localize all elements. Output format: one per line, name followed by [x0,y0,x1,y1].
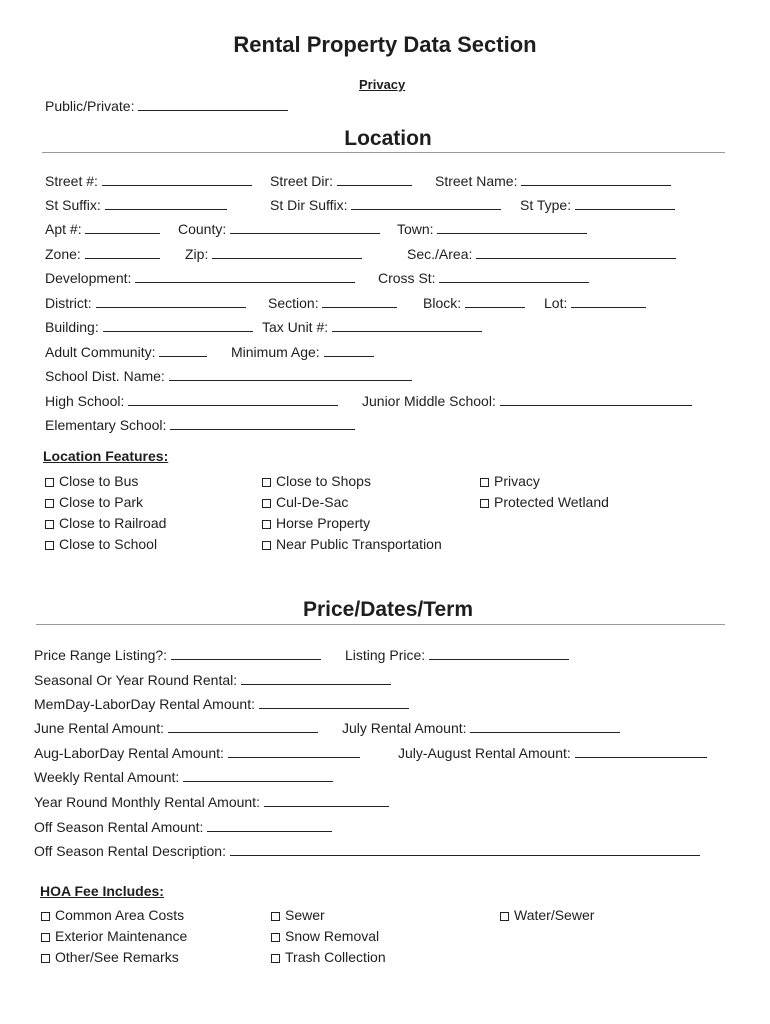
building-field [45,318,253,336]
town-field [397,220,587,238]
checkbox-common-area-costs[interactable]: Common Area Costs [41,906,184,924]
field-label: Town: [397,221,434,237]
listing-price-blank[interactable] [429,646,569,660]
zip-blank[interactable] [212,245,362,259]
checkbox-water-sewer[interactable]: Water/Sewer [500,906,594,924]
district-blank[interactable] [96,294,246,308]
sec-area-field [407,245,676,263]
field-label: District: [45,295,92,311]
price-range-blank[interactable] [171,646,321,660]
checkbox-trash-collection[interactable]: Trash Collection [271,948,386,966]
field-label: Street Name: [435,173,518,189]
street-name-blank[interactable] [521,172,671,186]
june-field [34,719,318,737]
adult-community-field [45,343,207,361]
zone-field [45,245,160,263]
page-title: Rental Property Data Section [233,32,537,57]
county-blank[interactable] [230,220,380,234]
year-round-monthly-blank[interactable] [264,793,389,807]
field-label: Price Range Listing?: [34,647,168,663]
st-type-field [520,196,675,214]
field-label: County: [178,221,227,237]
zip-field [185,245,362,263]
street-dir-blank[interactable] [337,172,412,186]
elementary-blank[interactable] [170,416,355,430]
field-label: Zone: [45,246,81,262]
district-field [45,294,246,312]
field-label: Year Round Monthly Rental Amount: [34,794,260,810]
location-heading: Location [344,127,432,150]
field-label: Elementary School: [45,417,167,433]
tax-unit-blank[interactable] [332,318,482,332]
field-label: Seasonal Or Year Round Rental: [34,672,238,688]
apt-field [45,220,160,238]
lot-blank[interactable] [571,294,646,308]
st-type-blank[interactable] [575,196,675,210]
checkbox-exterior-maintenance[interactable]: Exterior Maintenance [41,927,187,945]
checkbox-icon [45,541,54,550]
field-label: Junior Middle School: [362,393,496,409]
cross-st-blank[interactable] [439,269,589,283]
lot-field [544,294,646,312]
cross-st-field [378,269,589,287]
school-dist-field [45,367,412,385]
zone-blank[interactable] [85,245,160,259]
field-label: Off Season Rental Amount: [34,819,204,835]
field-label: Listing Price: [345,647,426,663]
checkbox-protected-wetland[interactable]: Protected Wetland [480,493,609,511]
checkbox-icon [262,541,271,550]
checkbox-icon [45,478,54,487]
checkbox-icon [262,520,271,529]
checkbox-icon [271,933,280,942]
memday-blank[interactable] [259,695,409,709]
field-label: High School: [45,393,125,409]
field-label: Street Dir: [270,173,334,189]
checkbox-close-to-railroad[interactable]: Close to Railroad [45,514,166,532]
block-blank[interactable] [465,294,525,308]
location-features-heading: Location Features: [43,448,169,464]
listing-price-field [345,646,569,664]
field-label: July-August Rental Amount: [398,745,571,761]
tax-unit-field [262,318,482,336]
checkbox-close-to-shops[interactable]: Close to Shops [262,472,371,490]
checkbox-icon [262,499,271,508]
field-label: Zip: [185,246,209,262]
st-dir-suffix-field [270,196,501,214]
checkbox-cul-de-sac[interactable]: Cul-De-Sac [262,493,348,511]
public-private-blank[interactable] [138,97,288,111]
privacy-heading: Privacy [359,77,406,92]
checkbox-close-to-bus[interactable]: Close to Bus [45,472,138,490]
weekly-blank[interactable] [183,768,333,782]
checkbox-icon [480,499,489,508]
checkbox-icon [271,954,280,963]
checkbox-icon [41,933,50,942]
st-suffix-blank[interactable] [105,196,227,210]
county-field [178,220,380,238]
field-label: June Rental Amount: [34,720,164,736]
checkbox-near-public-transportation[interactable]: Near Public Transportation [262,535,442,553]
checkbox-privacy[interactable]: Privacy [480,472,540,490]
aug-field [34,744,360,762]
section-blank[interactable] [322,294,397,308]
field-label: Tax Unit #: [262,319,329,335]
field-label: Block: [423,295,462,311]
hoa-heading: HOA Fee Includes: [40,883,164,899]
high-school-field [45,392,338,410]
june-blank[interactable] [168,719,318,733]
field-label: Section: [268,295,319,311]
field-label: Apt #: [45,221,82,237]
checkbox-close-to-park[interactable]: Close to Park [45,493,143,511]
checkbox-icon [41,912,50,921]
apt-blank[interactable] [85,220,160,234]
field-label: Weekly Rental Amount: [34,769,180,785]
field-label: MemDay-LaborDay Rental Amount: [34,696,255,712]
checkbox-horse-property[interactable]: Horse Property [262,514,370,532]
section-field [268,294,397,312]
minimum-age-field [231,343,374,361]
july-blank[interactable] [470,719,620,733]
aug-blank[interactable] [228,744,360,758]
st-suffix-field [45,196,227,214]
field-label: Building: [45,319,99,335]
field-label: Cross St: [378,270,436,286]
field-label: Off Season Rental Description: [34,843,226,859]
off-season-desc-field [34,842,700,860]
year-round-monthly-field [34,793,389,811]
school-dist-blank[interactable] [169,367,412,381]
weekly-field [34,768,333,786]
checkbox-sewer[interactable]: Sewer [271,906,325,924]
checkbox-other-see-remarks[interactable]: Other/See Remarks [41,948,179,966]
field-label: St Suffix: [45,197,101,213]
junior-middle-field [362,392,692,410]
field-label: Street #: [45,173,98,189]
checkbox-icon [262,478,271,487]
adult-community-blank[interactable] [159,343,207,357]
seasonal-blank[interactable] [241,671,391,685]
field-label: St Dir Suffix: [270,197,348,213]
street-num-blank[interactable] [102,172,252,186]
minimum-age-blank[interactable] [324,343,374,357]
july-aug-field [398,744,707,762]
memday-field [34,695,409,713]
field-label: Aug-LaborDay Rental Amount: [34,745,224,761]
checkbox-close-to-school[interactable]: Close to School [45,535,157,553]
field-label: July Rental Amount: [342,720,467,736]
development-field [45,269,355,287]
field-label: Minimum Age: [231,344,320,360]
price-rule [36,624,725,625]
field-label: School Dist. Name: [45,368,165,384]
junior-middle-blank[interactable] [500,392,692,406]
street-num-field [45,172,252,190]
street-name-field [435,172,671,190]
checkbox-icon [480,478,489,487]
july-aug-blank[interactable] [575,744,707,758]
checkbox-icon [271,912,280,921]
checkbox-icon [45,499,54,508]
field-label: Sec./Area: [407,246,473,262]
checkbox-icon [41,954,50,963]
field-label: Development: [45,270,132,286]
july-field [342,719,620,737]
price-dates-term-heading: Price/Dates/Term [302,598,474,621]
location-rule [42,152,725,153]
public-private-field [45,97,288,115]
building-blank[interactable] [103,318,253,332]
off-season-desc-blank[interactable] [230,842,700,856]
field-label: Adult Community: [45,344,156,360]
field-label: Lot: [544,295,568,311]
checkbox-icon [45,520,54,529]
town-blank[interactable] [437,220,587,234]
block-field [423,294,525,312]
checkbox-icon [500,912,509,921]
off-season-amount-field [34,818,332,836]
field-label: St Type: [520,197,572,213]
field-label: Public/Private: [45,98,135,114]
high-school-blank[interactable] [128,392,338,406]
st-dir-suffix-blank[interactable] [351,196,501,210]
development-blank[interactable] [135,269,355,283]
elementary-field [45,416,355,434]
off-season-amount-blank[interactable] [207,818,332,832]
street-dir-field [270,172,412,190]
price-range-field [34,646,321,664]
checkbox-snow-removal[interactable]: Snow Removal [271,927,379,945]
sec-area-blank[interactable] [476,245,676,259]
seasonal-field [34,671,391,689]
